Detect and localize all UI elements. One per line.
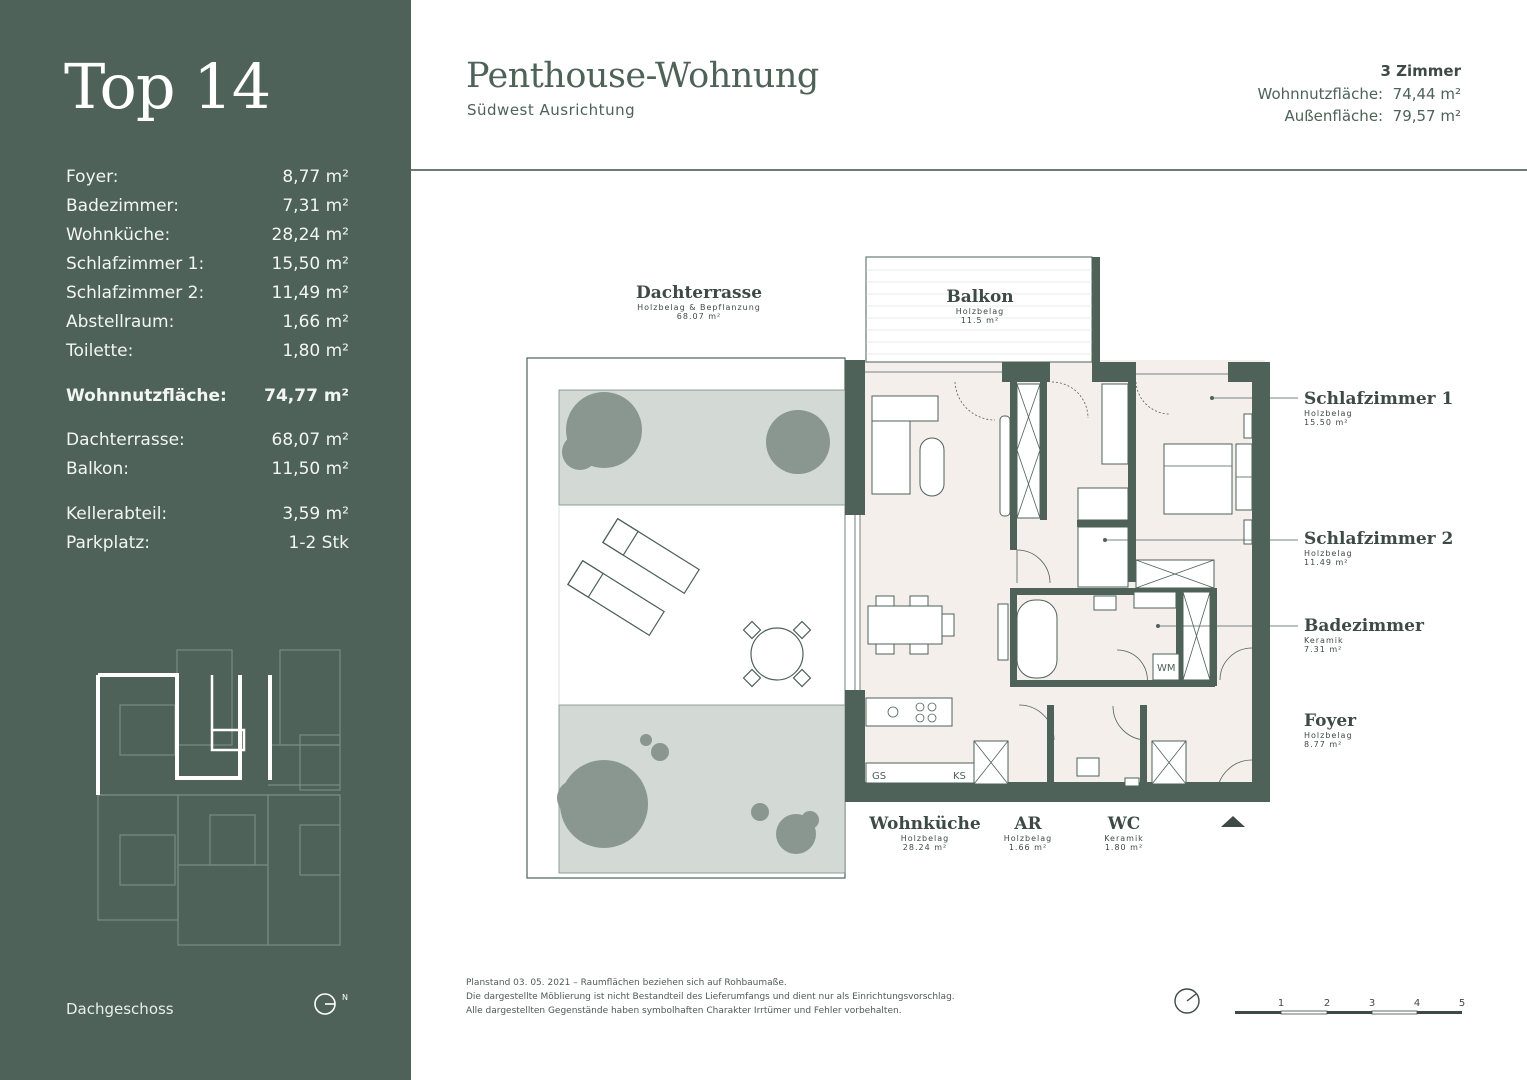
- area-label: Badezimmer:: [66, 196, 179, 216]
- page-subtitle: Südwest Ausrichtung: [467, 101, 636, 119]
- disclaimer-line: Alle dargestellten Gegenstände haben symbolhaften Charakter Irrtümer und Fehler vorbehalten.: [466, 1006, 902, 1016]
- disclaimer-line: Die dargestellte Möblierung ist nicht Bestandteil des Lieferumfangs und dient nur als Einrichtungsvorschlag.: [466, 992, 955, 1002]
- page-title: Penthouse-Wohnung: [466, 56, 819, 96]
- area-label: Wohnküche:: [66, 225, 171, 245]
- area-row: [66, 341, 349, 365]
- area-value: 1,66 m²: [282, 312, 349, 332]
- extra-value: 3,59 m²: [282, 504, 349, 524]
- area-value: 15,50 m²: [271, 254, 349, 274]
- room-label-badezimmer: Badezimmer Keramik 7.31 m²: [1304, 616, 1424, 654]
- room-label-dachterrasse: Dachterrasse Holzbelag & Bepflanzung 68.07 m²: [635, 283, 763, 321]
- area-label: Schlafzimmer 2:: [66, 283, 205, 303]
- room-label-wc: WC Keramik 1.80 m²: [1104, 814, 1144, 852]
- area-row: [66, 196, 349, 220]
- outdoor-label: Balkon:: [66, 459, 129, 479]
- outdoor-area-label: Außenfläche:: [1284, 107, 1384, 125]
- disclaimer: [466, 976, 1026, 1018]
- area-row: [66, 283, 349, 307]
- sidebar: [0, 0, 411, 1080]
- outdoor-row: [66, 459, 349, 483]
- appliance-ks: KS: [953, 771, 966, 782]
- entrance-arrow-icon: [1221, 816, 1245, 827]
- area-label: Foyer:: [66, 167, 119, 187]
- extra-row: [66, 533, 349, 557]
- room-label-ar: AR Holzbelag 1.66 m²: [1003, 814, 1053, 852]
- living-area-label: Wohnnutzfläche:: [1257, 85, 1384, 103]
- total-area-label: Wohnnutzfläche:: [66, 386, 227, 406]
- area-value: 28,24 m²: [271, 225, 349, 245]
- room-label-wohnkueche: Wohnküche Holzbelag 28.24 m²: [869, 814, 981, 852]
- outdoor-value: 11,50 m²: [271, 459, 349, 479]
- area-label: Toilette:: [66, 341, 134, 361]
- area-value: 11,49 m²: [271, 283, 349, 303]
- appliance-gs: GS: [872, 771, 887, 782]
- area-label: Schlafzimmer 1:: [66, 254, 205, 274]
- room-label-schlafzimmer1: Schlafzimmer 1 Holzbelag 15.50 m²: [1304, 389, 1454, 427]
- extra-row: [66, 504, 349, 528]
- living-area-value: 74,44 m²: [1392, 85, 1461, 103]
- total-area-value: 74,77 m²: [264, 386, 349, 406]
- disclaimer-line: Planstand 03. 05. 2021 – Raumflächen beziehen sich auf Rohbaumaße.: [466, 978, 787, 988]
- scale-tick: 4: [1413, 998, 1421, 1009]
- extra-label: Kellerabteil:: [66, 504, 168, 524]
- area-row: [66, 312, 349, 336]
- extra-label: Parkplatz:: [66, 533, 150, 553]
- area-value: 1,80 m²: [282, 341, 349, 361]
- scale-tick: 2: [1323, 998, 1331, 1009]
- north-arrow-icon: [1172, 986, 1206, 1016]
- room-label-balkon: Balkon Holzbelag 11.5 m²: [946, 287, 1014, 325]
- unit-title: Top 14: [64, 50, 271, 123]
- floor-label: Dachgeschoss: [66, 1000, 174, 1018]
- total-area-row: [66, 386, 349, 410]
- room-label-foyer: Foyer Holzbelag 8.77 m²: [1304, 711, 1357, 749]
- scale-tick: 1: [1277, 998, 1285, 1009]
- living-area-summary: [1258, 85, 1461, 103]
- area-value: 7,31 m²: [282, 196, 349, 216]
- scale-tick: 3: [1368, 998, 1376, 1009]
- room-count: 3 Zimmer: [1380, 62, 1461, 80]
- area-row: [66, 225, 349, 249]
- area-row: [66, 254, 349, 278]
- outdoor-label: Dachterrasse:: [66, 430, 185, 450]
- area-value: 8,77 m²: [282, 167, 349, 187]
- north-compass-icon: [312, 990, 352, 1020]
- appliance-wm: WM: [1157, 663, 1176, 674]
- room-label-schlafzimmer2: Schlafzimmer 2 Holzbelag 11.49 m²: [1304, 529, 1454, 567]
- area-row: [66, 167, 349, 191]
- outdoor-area-value: 79,57 m²: [1392, 107, 1461, 125]
- svg-text:N: N: [342, 993, 348, 1002]
- extra-value: 1-2 Stk: [288, 533, 349, 553]
- outdoor-value: 68,07 m²: [271, 430, 349, 450]
- scale-tick: 5: [1458, 998, 1466, 1009]
- outdoor-area-summary: [1284, 107, 1461, 125]
- scale-bar: [1232, 994, 1472, 1018]
- area-label: Abstellraum:: [66, 312, 175, 332]
- outdoor-row: [66, 430, 349, 454]
- key-plan-thumbnail: [90, 645, 350, 950]
